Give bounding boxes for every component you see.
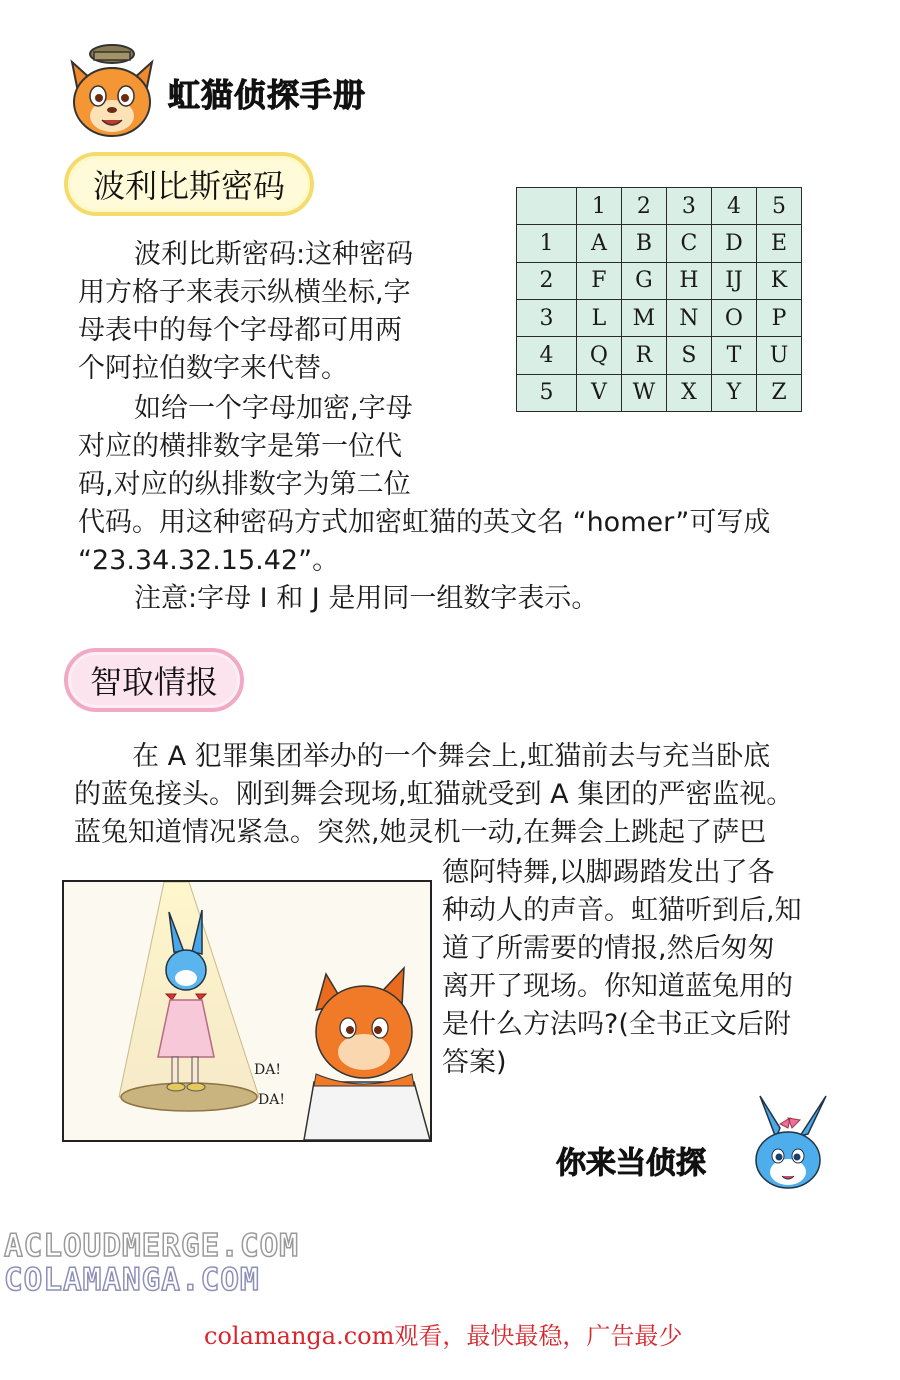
sound-effect-text: DA! xyxy=(258,1092,285,1108)
sound-effect-text: DA! xyxy=(254,1062,281,1078)
paragraph-line: 码,对应的纵排数字为第二位 xyxy=(78,469,411,500)
detective-title: 你来当侦探 xyxy=(556,1146,706,1181)
paragraph-line: 答案) xyxy=(442,1047,507,1078)
section-title-text: 智取情报 xyxy=(89,663,218,701)
paragraph-line: 是什么方法吗?(全书正文后附 xyxy=(442,1009,791,1040)
grid-row xyxy=(517,374,802,411)
grid-cell: M xyxy=(621,299,666,336)
grid-cell: C xyxy=(666,225,711,262)
paragraph-line: 离开了现场。你知道蓝兔用的 xyxy=(442,971,793,1002)
grid-cell: IJ xyxy=(711,262,756,299)
grid-row xyxy=(517,262,802,299)
grid-cell: E xyxy=(756,225,801,262)
section-title-text: 波利比斯密码 xyxy=(92,167,285,205)
paragraph-line: 对应的横排数字是第一位代 xyxy=(78,431,402,462)
grid-cell: G xyxy=(621,262,666,299)
paragraph-line: 母表中的每个字母都可用两 xyxy=(78,315,402,346)
grid-cell: U xyxy=(756,337,801,374)
paragraph-line: 个阿拉伯数字来代替。 xyxy=(78,353,348,384)
grid-row xyxy=(517,299,802,336)
grid-row-header: 4 xyxy=(517,337,577,374)
grid-cell: Y xyxy=(711,374,756,411)
watermark-colamanga: COLAMANGA.COM xyxy=(4,1262,260,1298)
grid-col-header: 5 xyxy=(756,188,801,225)
grid-row xyxy=(517,337,802,374)
grid-row-header: 3 xyxy=(517,299,577,336)
cat-detective-icon xyxy=(62,40,162,140)
grid-cell: K xyxy=(756,262,801,299)
grid-cell: P xyxy=(756,299,801,336)
paragraph-line: 用方格子来表示纵横坐标,字 xyxy=(78,277,411,308)
grid-row-header: 1 xyxy=(517,225,577,262)
grid-header-row xyxy=(517,188,802,225)
paragraph-line: 注意:字母 I 和 J 是用同一组数字表示。 xyxy=(134,583,599,614)
grid-cell: O xyxy=(711,299,756,336)
header-title: 虹猫侦探手册 xyxy=(168,76,367,114)
ad-link-text[interactable]: colamanga.com观看，最快最稳，广告最少 xyxy=(204,1322,683,1350)
grid-cell: W xyxy=(621,374,666,411)
grid-cell: A xyxy=(576,225,621,262)
paragraph-line: 德阿特舞,以脚踢踏发出了各 xyxy=(442,857,775,888)
grid-cell: T xyxy=(711,337,756,374)
bunny-icon xyxy=(738,1090,834,1194)
illustration-art xyxy=(64,882,430,1140)
paragraph-line: 的蓝兔接头。刚到舞会现场,虹猫就受到 A 集团的严密监视。 xyxy=(74,779,794,810)
paragraph-line: 蓝兔知道情况紧急。突然,她灵机一动,在舞会上跳起了萨巴 xyxy=(74,817,767,848)
grid-col-header: 2 xyxy=(621,188,666,225)
grid-col-header: 3 xyxy=(666,188,711,225)
grid-cell: H xyxy=(666,262,711,299)
grid-row xyxy=(517,225,802,262)
grid-cell: F xyxy=(576,262,621,299)
paragraph-line: 种动人的声音。虹猫听到后,知 xyxy=(442,895,802,926)
grid-col-header: 1 xyxy=(576,188,621,225)
grid-corner-cell xyxy=(517,188,577,225)
paragraph-line: “23.34.32.15.42”。 xyxy=(78,545,340,576)
grid-cell: Z xyxy=(756,374,801,411)
paragraph-line: 如给一个字母加密,字母 xyxy=(134,393,413,424)
grid-col-header: 4 xyxy=(711,188,756,225)
grid-cell: N xyxy=(666,299,711,336)
paragraph-line: 代码。用这种密码方式加密虹猫的英文名 “homer”可写成 xyxy=(78,507,771,538)
watermark-acloudmerge: ACLOUDMERGE.COM xyxy=(4,1228,299,1264)
paragraph-line: 道了所需要的情报,然后匆匆 xyxy=(442,933,775,964)
section-title-intel xyxy=(64,648,244,712)
grid-cell: S xyxy=(666,337,711,374)
grid-row-header: 2 xyxy=(517,262,577,299)
grid-cell: Q xyxy=(576,337,621,374)
section-title-polybius xyxy=(64,152,314,216)
grid-cell: R xyxy=(621,337,666,374)
paragraph-line: 波利比斯密码:这种密码 xyxy=(134,239,414,270)
grid-cell: L xyxy=(576,299,621,336)
grid-cell: B xyxy=(621,225,666,262)
grid-row-header: 5 xyxy=(517,374,577,411)
dance-illustration xyxy=(62,880,432,1142)
grid-cell: V xyxy=(576,374,621,411)
grid-cell: D xyxy=(711,225,756,262)
polybius-grid xyxy=(516,187,802,412)
paragraph-line: 在 A 犯罪集团举办的一个舞会上,虹猫前去与充当卧底 xyxy=(132,741,771,772)
grid-cell: X xyxy=(666,374,711,411)
